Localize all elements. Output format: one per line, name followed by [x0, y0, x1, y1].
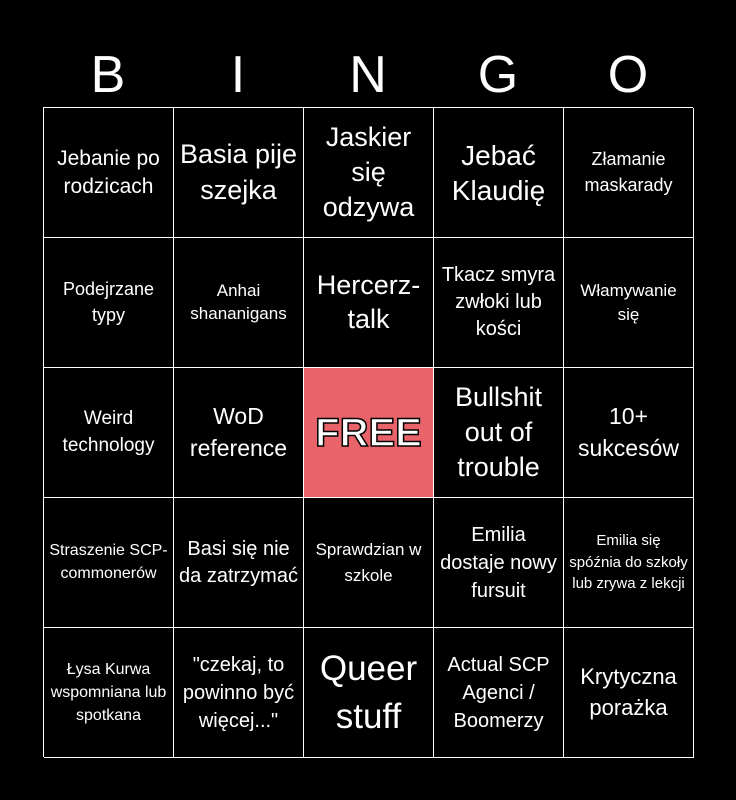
- bingo-cell[interactable]: [44, 368, 174, 498]
- bingo-cell[interactable]: [434, 368, 564, 498]
- header-letter-g: G: [477, 46, 519, 104]
- cell-label: Jaskier się odzywa: [322, 121, 415, 223]
- bingo-cell[interactable]: [44, 498, 174, 628]
- cell-label: Bullshit out of trouble: [454, 381, 543, 483]
- header-letter-i: I: [230, 46, 246, 104]
- bingo-cell[interactable]: [304, 238, 434, 368]
- bingo-cell[interactable]: [564, 628, 694, 758]
- bingo-cell[interactable]: [434, 238, 564, 368]
- cell-label: Emilia się spóźnia do szkoły lub zrywa z lekcji: [569, 531, 688, 593]
- bingo-header: [43, 44, 693, 106]
- cell-label: Włamywanie się: [580, 280, 677, 324]
- bingo-cell[interactable]: [174, 108, 304, 238]
- header-letter-o: O: [607, 46, 649, 104]
- bingo-cell[interactable]: [44, 108, 174, 238]
- header-letter-b: B: [90, 46, 126, 104]
- bingo-cell[interactable]: [44, 238, 174, 368]
- free-cell[interactable]: [304, 368, 434, 498]
- cell-label: Emilia dostaje nowy fursuit: [440, 523, 557, 602]
- cell-label: Hercerz-talk: [316, 269, 421, 334]
- bingo-cell[interactable]: [304, 498, 434, 628]
- cell-label: "czekaj, to powinno być więcej...": [182, 653, 295, 732]
- cell-label: Queer stuff: [319, 649, 418, 736]
- bingo-cell[interactable]: [564, 108, 694, 238]
- bingo-cell[interactable]: [434, 108, 564, 238]
- header-letter-n: N: [349, 46, 387, 104]
- bingo-cell[interactable]: [174, 498, 304, 628]
- bingo-cell[interactable]: [44, 628, 174, 758]
- bingo-cell[interactable]: [174, 368, 304, 498]
- bingo-board: [43, 107, 693, 757]
- cell-label: Weird technology: [62, 407, 155, 456]
- bingo-cell[interactable]: [434, 498, 564, 628]
- bingo-cell[interactable]: [174, 628, 304, 758]
- free-label: FREE: [315, 410, 422, 455]
- cell-label: Anhai shananigans: [190, 280, 287, 323]
- cell-label: Łysa Kurwa wspomniana lub spotkana: [50, 660, 167, 725]
- cell-label: WoD reference: [189, 403, 288, 461]
- cell-label: Krytyczna porażka: [580, 663, 677, 720]
- cell-label: Basi się nie da zatrzymać: [179, 537, 298, 587]
- cell-label: Sprawdzian w szkole: [315, 540, 422, 585]
- bingo-cell[interactable]: [434, 628, 564, 758]
- cell-label: Straszenie SCP-commonerów: [49, 542, 168, 582]
- cell-label: Basia pije szejka: [179, 139, 298, 205]
- cell-label: 10+ sukcesów: [578, 403, 679, 461]
- bingo-cell[interactable]: [174, 238, 304, 368]
- bingo-cell[interactable]: [564, 238, 694, 368]
- cell-label: Podejrzane typy: [62, 279, 155, 325]
- bingo-cell[interactable]: [564, 498, 694, 628]
- cell-label: Actual SCP Agenci / Boomerzy: [447, 653, 550, 732]
- cell-label: Jebanie po rodzicach: [57, 147, 160, 198]
- cell-label: Złamanie maskarady: [584, 149, 673, 195]
- bingo-cell[interactable]: [304, 628, 434, 758]
- cell-label: Jebać Klaudię: [451, 139, 546, 206]
- bingo-cell[interactable]: [304, 108, 434, 238]
- bingo-cell[interactable]: [564, 368, 694, 498]
- cell-label: Tkacz smyra zwłoki lub kości: [441, 264, 556, 340]
